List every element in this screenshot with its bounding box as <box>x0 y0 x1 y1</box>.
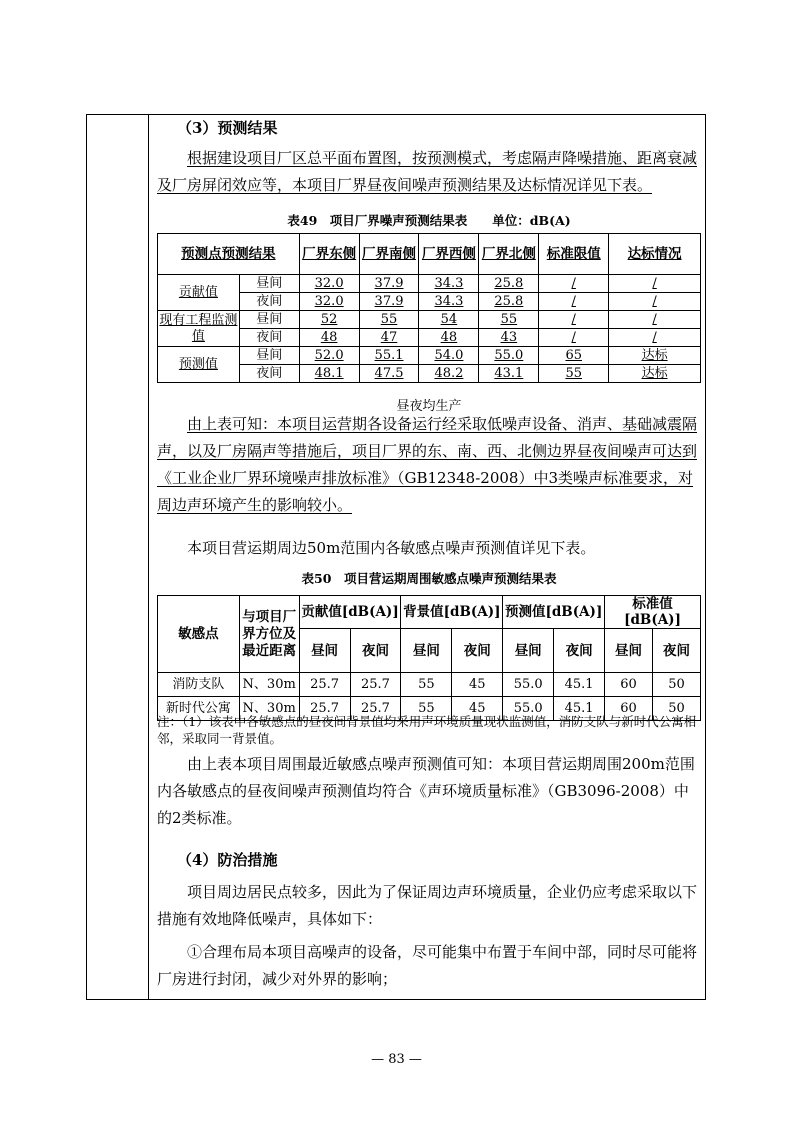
table49-header-cell: 厂界北侧 <box>479 234 539 275</box>
table49-header-cell: 厂界西侧 <box>419 234 479 275</box>
value-cell: 55 <box>401 673 452 697</box>
value-cell: 32.0 <box>299 275 359 293</box>
value-cell: 55.1 <box>359 347 419 365</box>
row-group-label: 贡献值 <box>158 275 240 311</box>
value-cell: 60 <box>605 673 653 697</box>
value-cell: 55.0 <box>503 697 554 721</box>
period-cell: 夜间 <box>239 293 299 311</box>
value-cell: 43 <box>479 329 539 347</box>
table49-caption: 表49 项目厂界噪声预测结果表 单位：dB(A) <box>287 213 571 228</box>
row-group-label: 现有工程监测值 <box>158 311 240 347</box>
value-cell: 60 <box>605 697 653 721</box>
point-direction: N、30m <box>239 673 299 697</box>
table-row <box>158 365 701 383</box>
point-name: 消防支队 <box>158 673 240 697</box>
paragraph-measures-intro: 项目周边居民点较多，因此为了保证周边声环境质量，企业仍应考虑采取以下措施有效地降低噪声，具体如下： <box>157 883 698 928</box>
value-cell: 55.0 <box>503 673 554 697</box>
value-cell: / <box>609 329 701 347</box>
value-cell: 45 <box>452 673 503 697</box>
value-cell: 48 <box>299 329 359 347</box>
paragraph-sensitive-points-intro: 本项目营运期周边50m范围内各敏感点噪声预测值详见下表。 <box>187 539 596 557</box>
value-cell: 45.1 <box>554 673 605 697</box>
table-row <box>158 311 701 329</box>
value-cell: 48.1 <box>299 365 359 383</box>
value-cell: 达标 <box>609 365 701 383</box>
value-cell: 25.8 <box>479 293 539 311</box>
subheader-day: 昼间 <box>401 629 452 673</box>
value-cell: / <box>539 275 609 293</box>
value-cell: 37.9 <box>359 293 419 311</box>
header-background: 背景值[dB(A)] <box>401 596 503 629</box>
value-cell: 48.2 <box>419 365 479 383</box>
subheader-night: 夜间 <box>652 629 700 673</box>
table49-header-cell: 厂界东侧 <box>299 234 359 275</box>
value-cell: 25.7 <box>299 697 350 721</box>
page-frame <box>86 114 706 1000</box>
table49-header-cell: 标准限值 <box>539 234 609 275</box>
value-cell: / <box>539 311 609 329</box>
value-cell: / <box>609 311 701 329</box>
heading-prediction-results: （3）预测结果 <box>177 119 278 137</box>
header-standard: 标准值[dB(A)] <box>605 596 701 629</box>
table-row <box>158 293 701 311</box>
value-cell: / <box>609 293 701 311</box>
value-cell: 52 <box>299 311 359 329</box>
table-row <box>158 347 701 365</box>
value-cell: 45.1 <box>554 697 605 721</box>
table49-header-cell: 预测点预测结果 <box>158 234 300 275</box>
value-cell: / <box>539 293 609 311</box>
point-name: 新时代公寓 <box>158 697 240 721</box>
table-row <box>158 329 701 347</box>
subheader-night: 夜间 <box>554 629 605 673</box>
period-cell: 昼间 <box>239 311 299 329</box>
left-column <box>87 115 149 999</box>
value-cell: 54 <box>419 311 479 329</box>
table50-note: 注：（1）该表中各敏感点的昼夜间背景值均采用声环境质量现状监测值，消防支队与新时代公寓相邻，采取同一背景值。 <box>157 714 697 746</box>
value-cell: 34.3 <box>419 275 479 293</box>
value-cell: 45 <box>452 697 503 721</box>
value-cell: 55 <box>359 311 419 329</box>
heading-prevention-measures: （4）防治措施 <box>177 851 278 869</box>
value-cell: 37.9 <box>359 275 419 293</box>
subheader-night: 夜间 <box>350 629 401 673</box>
value-cell: 25.7 <box>299 673 350 697</box>
value-cell: 48 <box>419 329 479 347</box>
table-row <box>158 275 701 293</box>
paragraph-table50-conclusion: 由上表本项目周围最近敏感点噪声预测值可知：本项目营运期周围200m范围内各敏感点的昼夜间噪声预测值均符合《声环境质量标准》（GB3096-2008）中的2类标准。 <box>157 755 695 827</box>
period-cell: 夜间 <box>239 329 299 347</box>
value-cell: / <box>539 329 609 347</box>
value-cell: 55 <box>401 697 452 721</box>
period-cell: 昼间 <box>239 275 299 293</box>
table50-header-row <box>158 596 701 629</box>
point-direction: N、30m <box>239 697 299 721</box>
table50-caption: 表50 项目营运期周围敏感点噪声预测结果表 <box>301 571 557 586</box>
value-cell: 47.5 <box>359 365 419 383</box>
value-cell: 50 <box>652 697 700 721</box>
value-cell: 43.1 <box>479 365 539 383</box>
value-cell: 55 <box>539 365 609 383</box>
period-cell: 夜间 <box>239 365 299 383</box>
header-prediction: 预测值[dB(A)] <box>503 596 605 629</box>
subheader-night: 夜间 <box>452 629 503 673</box>
value-cell: / <box>609 275 701 293</box>
table-row <box>158 673 701 697</box>
value-cell: 55 <box>479 311 539 329</box>
row-group-label: 预测值 <box>158 347 240 383</box>
value-cell: 54.0 <box>419 347 479 365</box>
value-cell: 32.0 <box>299 293 359 311</box>
paragraph-measure-1: ①合理布局本项目高噪声的设备，尽可能集中布置于车间中部，同时尽可能将厂房进行封闭，减少对外界的影响； <box>157 943 698 988</box>
subheader-day: 昼间 <box>299 629 350 673</box>
table49-header-row <box>158 234 701 275</box>
value-cell: 25.8 <box>479 275 539 293</box>
table49-under-note: 昼夜均生产 <box>396 399 462 414</box>
header-direction: 与项目厂界方位及最近距离 <box>239 596 299 673</box>
value-cell: 达标 <box>609 347 701 365</box>
table50 <box>157 595 701 721</box>
subheader-day: 昼间 <box>605 629 653 673</box>
value-cell: 55.0 <box>479 347 539 365</box>
value-cell: 34.3 <box>419 293 479 311</box>
value-cell: 52.0 <box>299 347 359 365</box>
header-point: 敏感点 <box>158 596 240 673</box>
page-number: — 83 — <box>371 1052 422 1067</box>
value-cell: 25.7 <box>350 697 401 721</box>
paragraph-intro: 根据建设项目厂区总平面布置图，按预测模式，考虑隔声降噪措施、距离衰减及厂房屏闭效应等，本项目厂界昼夜间噪声预测结果及达标情况详见下表。 <box>157 149 698 194</box>
subheader-day: 昼间 <box>503 629 554 673</box>
table49-header-cell: 达标情况 <box>609 234 701 275</box>
value-cell: 50 <box>652 673 700 697</box>
period-cell: 昼间 <box>239 347 299 365</box>
paragraph-table49-conclusion: 由上表可知：本项目运营期各设备运行经采取低噪声设备、消声、基础减震隔声，以及厂房隔声等措施后，项目厂界的东、南、西、北侧边界昼夜间噪声可达到《工业企业厂界环境噪声排放标准》（GB12348-2008）中3类噪声标准要求，对周边声环境产生的影响较小。 <box>157 415 698 514</box>
table49 <box>157 233 701 383</box>
value-cell: 65 <box>539 347 609 365</box>
header-contribution: 贡献值[dB(A)] <box>299 596 401 629</box>
value-cell: 25.7 <box>350 673 401 697</box>
value-cell: 47 <box>359 329 419 347</box>
table49-header-cell: 厂界南侧 <box>359 234 419 275</box>
